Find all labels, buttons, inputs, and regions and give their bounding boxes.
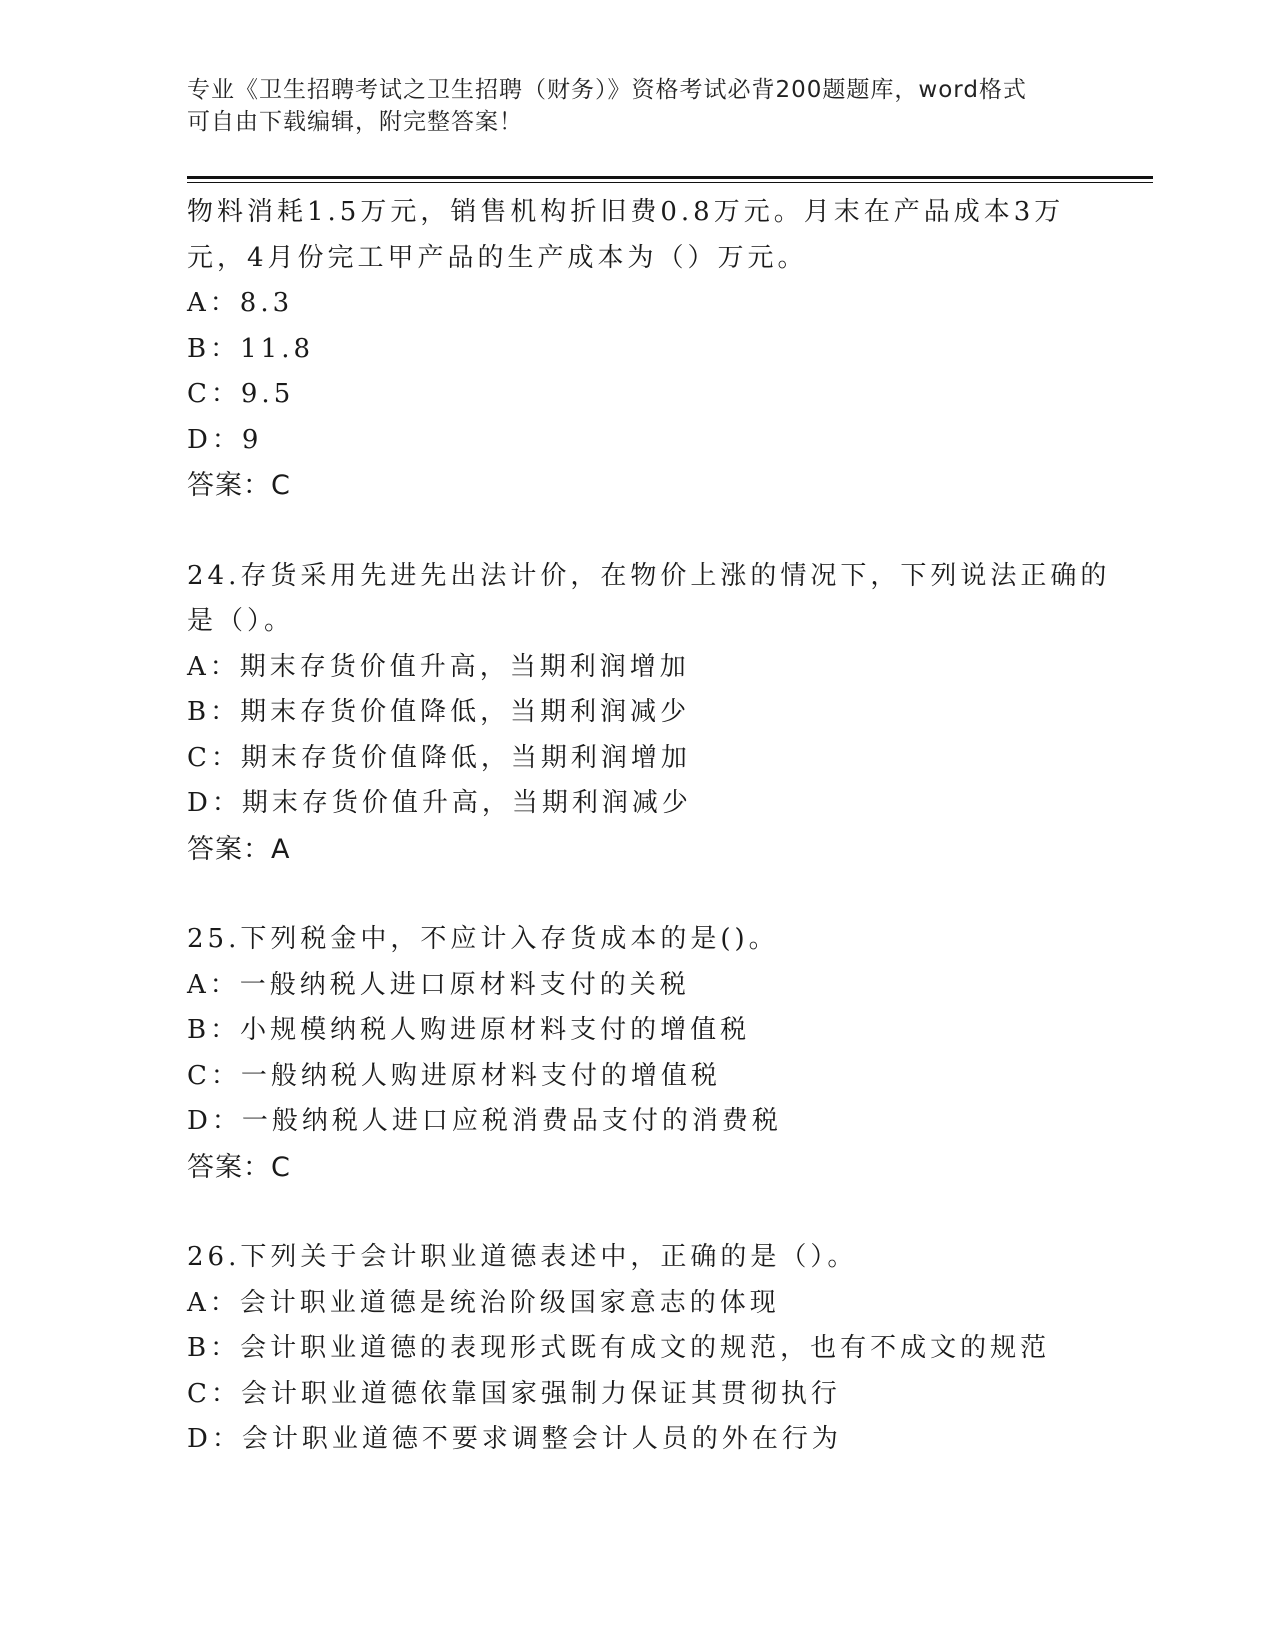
option-a: A：一般纳税人进口原材料支付的关税: [187, 969, 690, 1000]
header-title-line-1: 专业《卫生招聘考试之卫生招聘（财务）》资格考试必背200题题库，word格式: [187, 77, 1027, 103]
question-text-line: 物料消耗1.5万元，销售机构折旧费0.8万元。月末在产品成本3万: [187, 197, 1065, 227]
question-25: [187, 917, 1087, 1190]
option-d: D：期末存货价值升高，当期利润减少: [187, 788, 692, 818]
question-spacer: [187, 872, 1087, 917]
question-24: [187, 554, 1111, 873]
option-c: C：期末存货价值降低，当期利润增加: [187, 742, 691, 773]
option-a: A：期末存货价值升高，当期利润增加: [187, 651, 690, 682]
question-23: [187, 190, 1087, 509]
answer-label: 答案：A: [187, 833, 291, 865]
answer-label: 答案：C: [187, 470, 291, 501]
answer-label: 答案：C: [187, 1151, 291, 1183]
option-b: B：会计职业道德的表现形式既有成文的规范，也有不成文的规范: [187, 1333, 1051, 1363]
document-header: [187, 74, 1067, 138]
option-a: A：会计职业道德是统治阶级国家意志的体现: [187, 1287, 780, 1318]
question-text-line: 25.下列税金中，不应计入存货成本的是()。: [187, 924, 779, 954]
option-c: C：会计职业道德依靠国家强制力保证其贯彻执行: [187, 1378, 841, 1409]
option-d: D：会计职业道德不要求调整会计人员的外在行为: [187, 1424, 842, 1454]
question-text-line: 是（）。: [187, 606, 295, 636]
header-rule-thin: [187, 182, 1153, 183]
question-text-line: 24.存货采用先进先出法计价，在物价上涨的情况下，下列说法正确的: [187, 560, 1111, 591]
option-b: B：11.8: [187, 333, 314, 364]
option-b: B：期末存货价值降低，当期利润减少: [187, 697, 691, 727]
option-d: D：9: [187, 424, 263, 455]
option-c: C：一般纳税人购进原材料支付的增值税: [187, 1060, 721, 1091]
option-a: A：8.3: [187, 288, 294, 318]
header-rule-thick: [187, 176, 1153, 179]
option-d: D：一般纳税人进口应税消费品支付的消费税: [187, 1106, 782, 1136]
question-text-line: 元，4月份完工甲产品的生产成本为（）万元。: [187, 242, 808, 273]
question-spacer: [187, 509, 1087, 554]
option-c: C：9.5: [187, 379, 295, 409]
option-b: B：小规模纳税人购进原材料支付的增值税: [187, 1015, 751, 1045]
question-text-line: 26.下列关于会计职业道德表述中，正确的是（）。: [187, 1242, 858, 1272]
question-26: [187, 1235, 1087, 1463]
question-spacer: [187, 1190, 1087, 1235]
question-list: [187, 190, 1111, 1463]
header-title-line-2: 可自由下载编辑，附完整答案！: [187, 109, 523, 135]
